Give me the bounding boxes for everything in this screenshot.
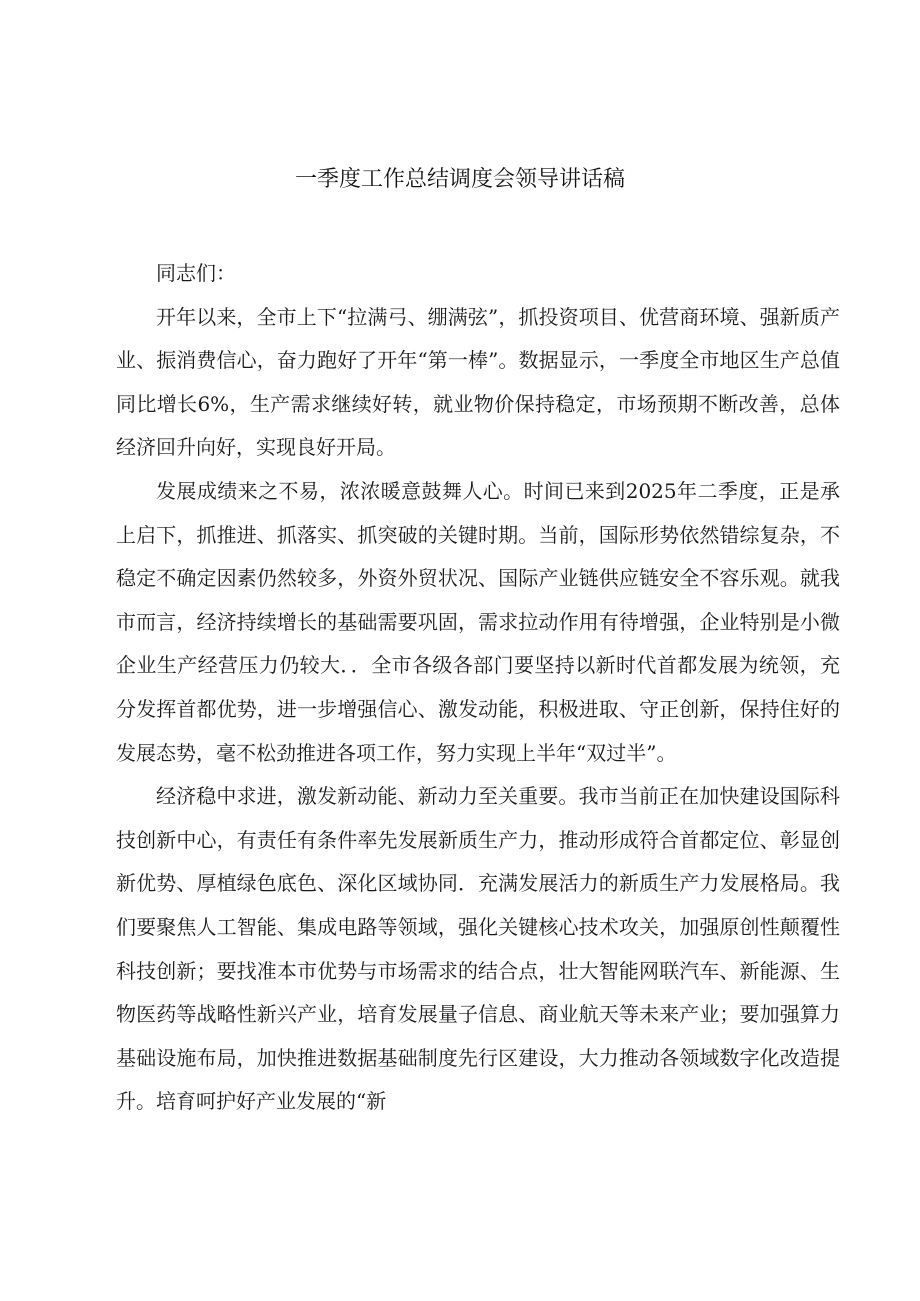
paragraph-3: 经济稳中求进，激发新动能、新动力至关重要。我市当前正在加快建设国际科技创新中心，有责任有条件率先发展新质生产力，推动形成符合首都定位、彰显创新优势、厚植绿色底色、深化区域协同．充满发展活力的新质生产力发展格局。我们要聚焦人工智能、集成电路等领域，强化关键核心技术攻关，加强原创性颠覆性科技创新；要找准本市优势与市场需求的结合点，壮大智能网联汽车、新能源、生物医药等战略性新兴产业，培育发展量子信息、商业航天等未来产业；要加强算力基础设施布局，加快推进数据基础制度先行区建设，大力推动各领域数字化改造提升。培育呵护好产业发展的“新 [116,784,840,1114]
document-body [116,252,840,1124]
paragraph-1: 开年以来，全市上下“拉满弓、绷满弦”，抓投资项目、优营商环境、强新质产业、振消费信心，奋力跑好了开年“第一棒”。数据显示，一季度全市地区生产总值同比增长6%，生产需求继续好转，就业物价保持稳定，市场预期不断改善，总体经济回升向好，实现良好开局。 [116,304,840,460]
page-title: 一季度工作总结调度会领导讲话稿 [294,167,625,192]
paragraph-2: 发展成绩来之不易，浓浓暖意鼓舞人心。时间已来到2025年二季度，正是承上启下，抓推进、抓落实、抓突破的关键时期。当前，国际形势依然错综复杂，不稳定不确定因素仍然较多，外资外贸状况、国际产业链供应链安全不容乐观。就我市而言，经济持续增长的基础需要巩固，需求拉动作用有待增强，企业特别是小微企业生产经营压力仍较大．．全市各级各部门要坚持以新时代首都发展为统领，充分发挥首都优势，进一步增强信心、激发动能，积极进取、守正创新，保持住好的发展态势，毫不松劲推进各项工作，努力实现上半年“双过半”。 [116,478,840,765]
salutation: 同志们： [156,261,236,285]
